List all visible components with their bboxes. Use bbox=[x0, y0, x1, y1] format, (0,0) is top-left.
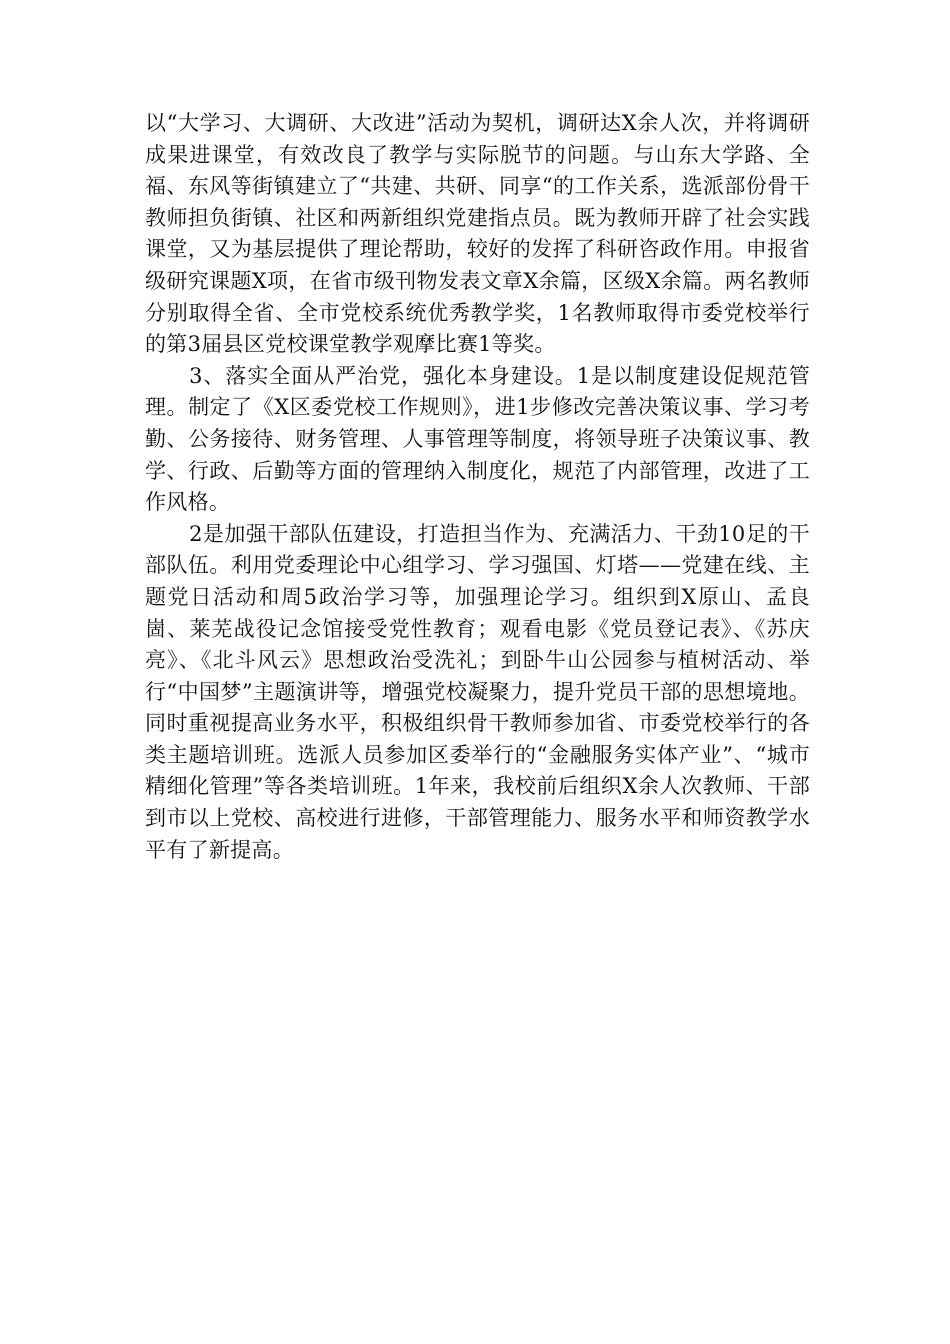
paragraph-party-discipline: 3、落实全面从严治党，强化本身建设。1是以制度建设促规范管理。制定了《X区委党校工作规则》，进1步修改完善决策议事、学习考勤、公务接待、财务管理、人事管理等制度，将领导班子决策议事、教学、行政、后勤等方面的管理纳入制度化，规范了内部管理，改进了工作风格。 bbox=[145, 363, 810, 515]
paragraph-cadre-team: 2是加强干部队伍建设，打造担当作为、充满活力、干劲10足的干部队伍。利用党委理论中心组学习、学习强国、灯塔——党建在线、主题党日活动和周5政治学习等，加强理论学习。组织到X原山、孟良崮、莱芜战役记念馆接受党性教育；观看电影《党员登记表》、《苏庆亮》、《北斗风云》思想政治受洗礼；到卧牛山公园参与植树活动、举行“中国梦”主题演讲等，增强党校凝聚力，提升党员干部的思想境地。同时重视提高业务水平，积极组织骨干教师参加省、市委党校举行的各类主题培训班。选派人员参加区委举行的“金融服务实体产业”、“城市精细化管理”等各类培训班。1年来，我校前后组织X余人次教师、干部到市以上党校、高校进行进修，干部管理能力、服务水平和师资教学水平有了新提高。 bbox=[145, 521, 810, 862]
document-body bbox=[145, 108, 810, 866]
paragraph-research: 以“大学习、大调研、大改进”活动为契机，调研达X余人次，并将调研成果进课堂，有效改良了教学与实际脱节的问题。与山东大学路、全福、东风等街镇建立了“共建、共研、同享“的工作关系，选派部份骨干教师担负街镇、社区和两新组织党建指点员。既为教师开辟了社会实践课堂，又为基层提供了理论帮助，较好的发挥了科研咨政作用。申报省级研究课题X项，在省市级刊物发表文章X余篇，区级X余篇。两名教师分别取得全省、全市党校系统优秀教学奖，1名教师取得市委党校举行的第3届县区党校课堂教学观摩比赛1等奖。 bbox=[145, 111, 810, 357]
